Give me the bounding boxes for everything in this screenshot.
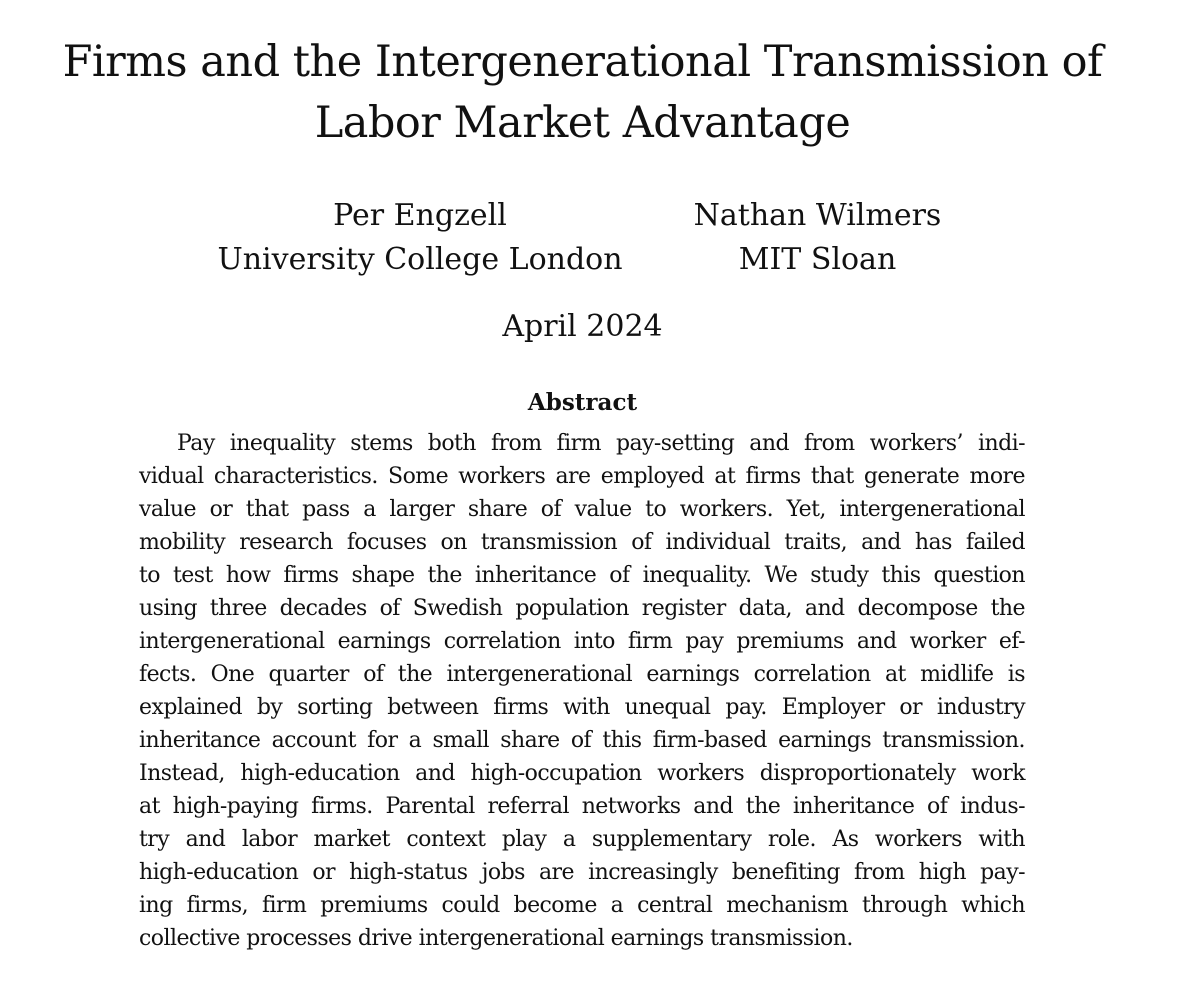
abstract-line: Pay inequality stems both from firm pay-setting and from workers’ indi- [177,431,1025,456]
abstract-line: at high-paying firms. Parental referral networks and the inheritance of indus- [139,794,1025,819]
abstract-line: collective processes drive intergenerational earnings transmission. [139,926,853,951]
abstract-line: explained by sorting between firms with unequal pay. Employer or industry [139,695,1025,720]
abstract-body [139,427,1025,955]
paper-title-line-1: Firms and the Intergenerational Transmission of [62,37,1103,87]
abstract-line: inheritance account for a small share of this firm-based earnings transmission. [139,728,1025,753]
abstract-line: mobility research focuses on transmission of individual traits, and has failed [139,530,1025,555]
author-affiliation: MIT Sloan [738,242,897,277]
author-block-1 [210,194,630,282]
author-name: Nathan Wilmers [693,198,942,233]
paper-title [40,32,1125,154]
abstract-line: Instead, high-education and high-occupation workers disproportionately work [139,761,1025,786]
abstract-line: try and labor market context play a supplementary role. As workers with [139,827,1025,852]
author-name: Per Engzell [333,198,507,233]
paper-title-line-2: Labor Market Advantage [314,98,851,148]
abstract-line: high-education or high-status jobs are increasingly benefiting from high pay- [139,860,1025,885]
abstract-line: using three decades of Swedish population register data, and decompose the [139,596,1025,621]
publication-date: April 2024 [502,309,663,344]
abstract-line: fects. One quarter of the intergenerational earnings correlation at midlife is [139,662,1025,687]
abstract-heading: Abstract [527,389,638,416]
abstract-line: value or that pass a larger share of value to workers. Yet, intergenerational [139,497,1025,522]
author-affiliation: University College London [217,242,623,277]
abstract-line: intergenerational earnings correlation into firm pay premiums and worker ef- [139,629,1025,654]
abstract-line: to test how firms shape the inheritance of inequality. We study this question [139,563,1025,588]
author-block-2 [655,194,980,282]
abstract-line: vidual characteristics. Some workers are employed at firms that generate more [139,464,1025,489]
abstract-line: ing firms, firm premiums could become a central mechanism through which [139,893,1025,918]
